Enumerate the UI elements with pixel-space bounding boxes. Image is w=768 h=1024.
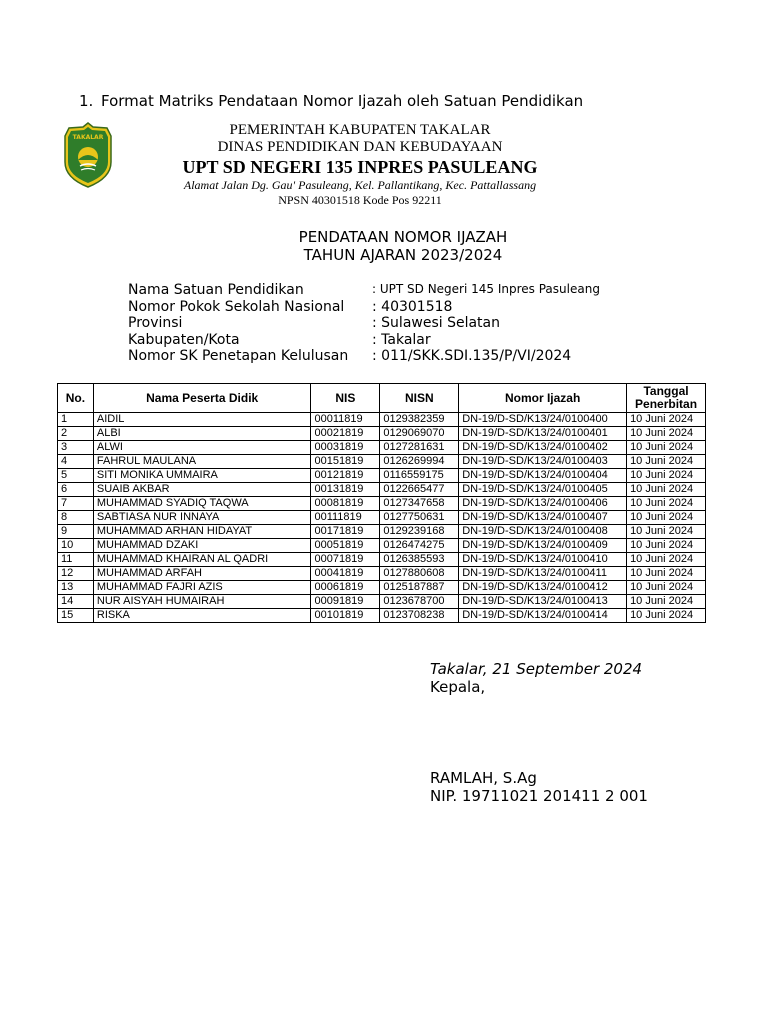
info-value: : UPT SD Negeri 145 Inpres Pasuleang — [372, 282, 600, 296]
info-row — [128, 282, 600, 299]
table-row — [58, 581, 706, 595]
cell-nis: 00121819 — [311, 469, 380, 483]
cell-name: ALWI — [93, 441, 311, 455]
info-label: Nomor SK Penetapan Kelulusan — [128, 348, 349, 365]
cell-nisn: 0126385593 — [380, 553, 459, 567]
section-heading — [79, 92, 583, 110]
col-header-name: Nama Peserta Didik — [93, 384, 311, 413]
document-title: PENDATAAN NOMOR IJAZAH — [298, 228, 508, 246]
cell-date: 10 Juni 2024 — [627, 567, 706, 581]
cell-date: 10 Juni 2024 — [627, 595, 706, 609]
cell-date: 10 Juni 2024 — [627, 483, 706, 497]
info-label: Nama Satuan Pendidikan — [128, 282, 304, 298]
cell-name: MUHAMMAD KHAIRAN AL QADRI — [93, 553, 311, 567]
cell-ijazah: DN-19/D-SD/K13/24/0100408 — [459, 525, 627, 539]
cell-date: 10 Juni 2024 — [627, 539, 706, 553]
cell-no: 13 — [58, 581, 94, 595]
cell-no: 15 — [58, 609, 94, 623]
cell-name: MUHAMMAD DZAKI — [93, 539, 311, 553]
cell-nisn: 0123708238 — [380, 609, 459, 623]
cell-date: 10 Juni 2024 — [627, 581, 706, 595]
cell-date: 10 Juni 2024 — [627, 511, 706, 525]
cell-nisn: 0129382359 — [380, 413, 459, 427]
cell-date: 10 Juni 2024 — [627, 497, 706, 511]
cell-nis: 00091819 — [311, 595, 380, 609]
signatory-nip: NIP. 19711021 201411 2 001 — [430, 787, 648, 805]
letterhead-department: DINAS PENDIDIKAN DAN KEBUDAYAAN — [217, 139, 503, 155]
section-title: Format Matriks Pendataan Nomor Ijazah oleh Satuan Pendidikan — [101, 92, 584, 110]
info-value: : Takalar — [372, 331, 431, 348]
cell-no: 3 — [58, 441, 94, 455]
cell-nis: 00041819 — [311, 567, 380, 581]
cell-ijazah: DN-19/D-SD/K13/24/0100409 — [459, 539, 627, 553]
info-value: : 011/SKK.SDI.135/P/VI/2024 — [372, 348, 572, 365]
cell-nis: 00171819 — [311, 525, 380, 539]
cell-name: FAHRUL MAULANA — [93, 455, 311, 469]
document-subtitle: TAHUN AJARAN 2023/2024 — [303, 246, 503, 264]
col-header-date — [627, 384, 706, 413]
cell-no: 7 — [58, 497, 94, 511]
cell-nisn: 0123678700 — [380, 595, 459, 609]
cell-ijazah: DN-19/D-SD/K13/24/0100405 — [459, 483, 627, 497]
cell-nisn: 0127750631 — [380, 511, 459, 525]
cell-ijazah: DN-19/D-SD/K13/24/0100401 — [459, 427, 627, 441]
table-row — [58, 609, 706, 623]
table-row — [58, 511, 706, 525]
info-label: Kabupaten/Kota — [128, 331, 240, 348]
info-label: Provinsi — [128, 315, 183, 332]
cell-nis: 00021819 — [311, 427, 380, 441]
cell-nisn: 0126474275 — [380, 539, 459, 553]
cell-nisn: 0127880608 — [380, 567, 459, 581]
table-row — [58, 567, 706, 581]
cell-no: 4 — [58, 455, 94, 469]
cell-ijazah: DN-19/D-SD/K13/24/0100400 — [459, 413, 627, 427]
cell-no: 9 — [58, 525, 94, 539]
info-row — [128, 315, 600, 332]
col-header-date-line1: Tanggal — [643, 384, 689, 398]
cell-name: SITI MONIKA UMMAIRA — [93, 469, 311, 483]
letterhead-school-name: UPT SD NEGERI 135 INPRES PASULEANG — [182, 157, 538, 177]
cell-date: 10 Juni 2024 — [627, 455, 706, 469]
table-row — [58, 497, 706, 511]
cell-nis: 00051819 — [311, 539, 380, 553]
cell-nis: 00151819 — [311, 455, 380, 469]
table-row — [58, 553, 706, 567]
cell-no: 14 — [58, 595, 94, 609]
cell-nis: 00131819 — [311, 483, 380, 497]
cell-no: 10 — [58, 539, 94, 553]
cell-nisn: 0127347658 — [380, 497, 459, 511]
info-row — [128, 348, 600, 365]
cell-name: RISKA — [93, 609, 311, 623]
letterhead-government: PEMERINTAH KABUPATEN TAKALAR — [229, 122, 491, 138]
cell-no: 11 — [58, 553, 94, 567]
cell-date: 10 Juni 2024 — [627, 609, 706, 623]
cell-nis: 00031819 — [311, 441, 380, 455]
cell-name: MUHAMMAD SYADIQ TAQWA — [93, 497, 311, 511]
cell-nis: 00071819 — [311, 553, 380, 567]
table-row — [58, 413, 706, 427]
info-value: : Sulawesi Selatan — [372, 315, 501, 332]
col-header-nis: NIS — [311, 384, 380, 413]
diploma-number-table — [57, 383, 706, 623]
cell-nisn: 0125187887 — [380, 581, 459, 595]
cell-date: 10 Juni 2024 — [627, 413, 706, 427]
table-row — [58, 525, 706, 539]
letterhead-npsn: NPSN 40301518 Kode Pos 92211 — [278, 193, 442, 207]
cell-ijazah: DN-19/D-SD/K13/24/0100403 — [459, 455, 627, 469]
table-row — [58, 469, 706, 483]
info-row — [128, 332, 600, 349]
cell-ijazah: DN-19/D-SD/K13/24/0100406 — [459, 497, 627, 511]
cell-nisn: 0127281631 — [380, 441, 459, 455]
cell-date: 10 Juni 2024 — [627, 427, 706, 441]
cell-date: 10 Juni 2024 — [627, 469, 706, 483]
cell-name: MUHAMMAD FAJRI AZIS — [93, 581, 311, 595]
cell-name: NUR AISYAH HUMAIRAH — [93, 595, 311, 609]
cell-nis: 00061819 — [311, 581, 380, 595]
col-header-nisn: NISN — [380, 384, 459, 413]
cell-name: MUHAMMAD ARFAH — [93, 567, 311, 581]
table-row — [58, 455, 706, 469]
cell-nis: 00011819 — [311, 413, 380, 427]
cell-name: SUAIB AKBAR — [93, 483, 311, 497]
cell-nis: 00111819 — [311, 511, 380, 525]
table-row — [58, 483, 706, 497]
table-row — [58, 441, 706, 455]
school-info — [128, 282, 600, 365]
signatory-name: RAMLAH, S.Ag — [430, 769, 537, 787]
col-header-ijazah: Nomor Ijazah — [459, 384, 627, 413]
table-row — [58, 595, 706, 609]
cell-name: AIDIL — [93, 413, 311, 427]
cell-no: 12 — [58, 567, 94, 581]
cell-ijazah: DN-19/D-SD/K13/24/0100402 — [459, 441, 627, 455]
cell-nisn: 0129239168 — [380, 525, 459, 539]
cell-ijazah: DN-19/D-SD/K13/24/0100412 — [459, 581, 627, 595]
section-number: 1. — [79, 92, 94, 110]
cell-nis: 00081819 — [311, 497, 380, 511]
cell-nisn: 0126269994 — [380, 455, 459, 469]
takalar-emblem-logo — [63, 122, 113, 188]
cell-nisn: 0129069070 — [380, 427, 459, 441]
cell-nisn: 0116559175 — [380, 469, 459, 483]
cell-name: MUHAMMAD ARHAN HIDAYAT — [93, 525, 311, 539]
signature-position: Kepala, — [430, 678, 486, 696]
table-body — [58, 413, 706, 623]
cell-no: 2 — [58, 427, 94, 441]
cell-ijazah: DN-19/D-SD/K13/24/0100407 — [459, 511, 627, 525]
cell-ijazah: DN-19/D-SD/K13/24/0100410 — [459, 553, 627, 567]
cell-date: 10 Juni 2024 — [627, 553, 706, 567]
cell-ijazah: DN-19/D-SD/K13/24/0100411 — [459, 567, 627, 581]
info-value: : 40301518 — [372, 298, 453, 315]
cell-name: SABTIASA NUR INNAYA — [93, 511, 311, 525]
cell-name: ALBI — [93, 427, 311, 441]
cell-date: 10 Juni 2024 — [627, 441, 706, 455]
table-row — [58, 427, 706, 441]
signature-place-date: Takalar, 21 September 2024 — [430, 660, 643, 678]
letterhead-address: Alamat Jalan Dg. Gau' Pasuleang, Kel. Pallantikang, Kec. Pattallassang — [183, 178, 537, 192]
table-row — [58, 539, 706, 553]
col-header-date-line2: Penerbitan — [635, 397, 698, 411]
cell-no: 5 — [58, 469, 94, 483]
cell-ijazah: DN-19/D-SD/K13/24/0100404 — [459, 469, 627, 483]
cell-ijazah: DN-19/D-SD/K13/24/0100413 — [459, 595, 627, 609]
cell-nisn: 0122665477 — [380, 483, 459, 497]
table-header-row — [58, 384, 706, 413]
info-label: Nomor Pokok Sekolah Nasional — [128, 298, 345, 315]
cell-ijazah: DN-19/D-SD/K13/24/0100414 — [459, 609, 627, 623]
cell-date: 10 Juni 2024 — [627, 525, 706, 539]
cell-nis: 00101819 — [311, 609, 380, 623]
cell-no: 6 — [58, 483, 94, 497]
info-row — [128, 299, 600, 316]
svg-text:TAKALAR: TAKALAR — [72, 134, 104, 141]
cell-no: 1 — [58, 413, 94, 427]
col-header-no: No. — [58, 384, 94, 413]
cell-no: 8 — [58, 511, 94, 525]
